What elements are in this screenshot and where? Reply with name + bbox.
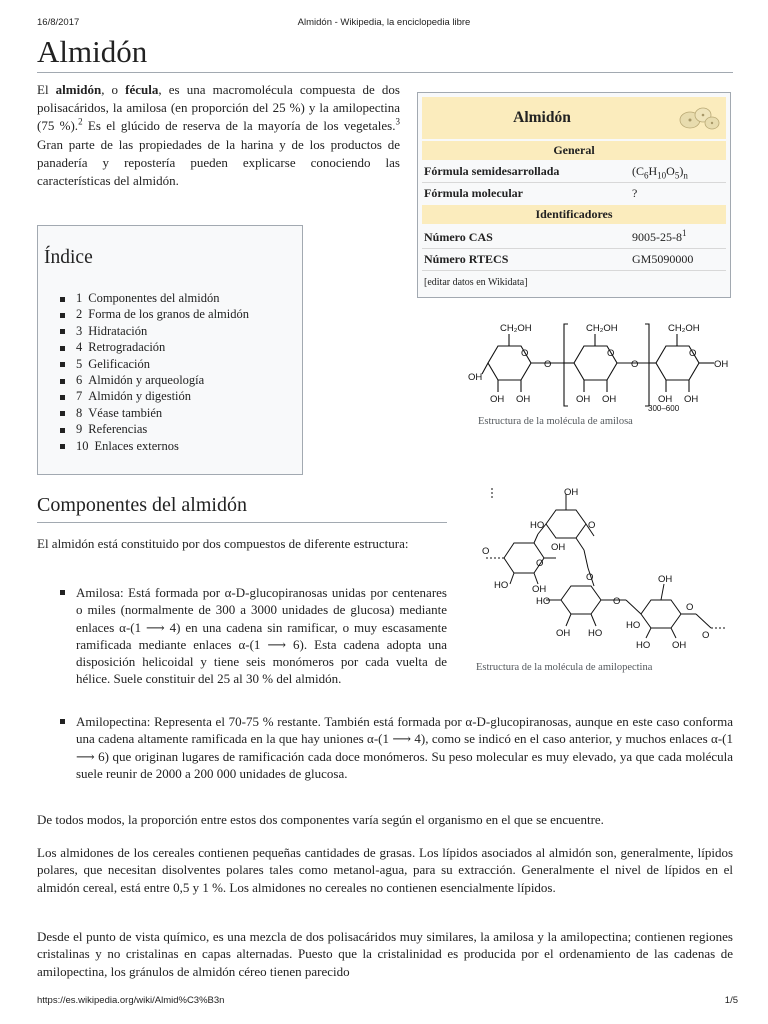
print-page-number: 1/5 (724, 995, 738, 1006)
amylose-label: OH (490, 394, 505, 405)
amylose-label: CH₂OH (586, 323, 618, 334)
infobox-header (422, 97, 726, 139)
infobox-row-formula-molecular: Fórmula molecular ? (424, 186, 638, 200)
amylopectin-label: HO (536, 596, 551, 607)
amylose-label: CH₂OH (668, 323, 700, 334)
amylopectin-label: O (702, 630, 710, 641)
infobox-divider (422, 270, 726, 271)
infobox-section-identificadores: Identificadores (422, 205, 726, 224)
page-title: Almidón (37, 34, 148, 69)
amylose-structure-diagram[interactable] (468, 316, 733, 414)
amylopectin-label: OH (564, 488, 579, 498)
toc-item[interactable]: 1 Componentes del almidón (60, 290, 249, 306)
toc-list (60, 290, 249, 454)
amylose-label: O (521, 348, 529, 359)
print-url: https://es.wikipedia.org/wiki/Almid%C3%B3n (37, 995, 225, 1006)
formula-value: $(C_6H_{10}O_5)_n$ (632, 164, 688, 181)
intro-paragraph: El almidón, o fécula, es una macromolécula compuesta de dos polisacáridos, la amilosa (en proporción del 25 %) y la amilopectina (75 %).$^2$ Es el glúcido de reserva de la mayoría de los vegetales.$^3$ Gran parte de las propiedades de la harina y de los productos de panadería y repostería pueden explicarse conociendo las características del almidón. (37, 82, 400, 189)
term-fecula: fécula (125, 82, 159, 97)
toc-item[interactable]: 2 Forma de los granos de almidón (60, 306, 249, 322)
amylopectin-label: O (588, 520, 596, 531)
amylose-repeat-count: 300–600 (648, 404, 680, 413)
amylose-label: O (689, 348, 697, 359)
toc-title: Índice (44, 247, 93, 268)
section-paragraph: El almidón está constituido por dos compuestos de diferente estructura: (37, 536, 409, 551)
components-list (37, 584, 447, 688)
amylopectin-label: O (586, 572, 594, 583)
print-page-title: Almidón - Wikipedia, la enciclopedia libre (297, 17, 471, 28)
section-heading-componentes: Componentes del almidón (37, 494, 247, 516)
toc-item[interactable]: 5 Gelificación (60, 356, 249, 372)
amylose-label: OH (468, 372, 483, 383)
reference-1[interactable]: 1 (682, 228, 687, 238)
reference-3[interactable]: 3 (395, 117, 400, 128)
amylose-label: O (607, 348, 615, 359)
print-footer (0, 995, 768, 1009)
amylopectin-structure-diagram[interactable] (476, 488, 731, 656)
amylose-label: CH₂OH (500, 323, 532, 334)
amylopectin-label: HO (636, 640, 651, 651)
amylopectin-label: OH (532, 584, 547, 595)
amylose-label: OH (602, 394, 617, 405)
amylopectin-label: HO (626, 620, 641, 631)
table-of-contents (37, 225, 303, 475)
amylopectin-label: O (686, 602, 694, 613)
toc-item[interactable]: 4 Retrogradación (60, 339, 249, 355)
infobox-row-formula-semidesarrollada: Fórmula semidesarrollada $(C_6H_{10}O_5)_n$ (422, 161, 726, 181)
section-paragraph: Los almidones de los cereales contienen pequeñas cantidades de grasas. Los lípidos asociados al almidón son, generalmente, lípidos polares, que necesitan disolventes polares tales como metanol-agua, para su extracción. Generalmente el nivel de lípidos en el almidón cereal, está entre 0,5 y 1 %. Los almidones no cereales no contienen esencialmente lípidos. (37, 845, 733, 895)
amylose-caption: Estructura de la molécula de amilosa (478, 416, 633, 427)
term-almidon: almidón (55, 82, 102, 97)
edit-wikidata-link[interactable]: [editar datos en Wikidata] (424, 277, 528, 288)
amylopectin-label: O (536, 558, 544, 569)
toc-item[interactable]: 10 Enlaces externos (60, 438, 249, 454)
infobox (417, 92, 731, 298)
amylose-label: OH (516, 394, 531, 405)
print-date: 16/8/2017 (37, 17, 80, 28)
reference-2[interactable]: 2 (78, 117, 83, 128)
cas-number-link[interactable]: 9005-25-8 (632, 230, 682, 244)
starch-granules-icon (676, 103, 722, 133)
list-item-amilosa: Amilosa: Está formada por α-D-glucopiranosas unidas por centenares o miles (normalmente de 300 a 3000 unidades de glucosa) mediante enlaces α-(1 ⟶ 4) en una cadena sin ramificar, o muy escasamente ramificada mediante enlaces α-(1 ⟶ 6). Esta cadena adopta una disposición helicoidal y tiene seis monómeros por cada vuelta de hélice. Suele constituir del 25 al 30 % del almidón. (37, 584, 447, 688)
amylopectin-label: HO (588, 628, 603, 639)
amylopectin-label: O (482, 546, 490, 557)
components-list-continued (37, 713, 733, 782)
amylose-label: O (544, 359, 552, 370)
amylopectin-label: HO (494, 580, 509, 591)
amylopectin-label: OH (672, 640, 687, 651)
print-header (0, 17, 768, 31)
amylopectin-label: OH (551, 542, 566, 553)
amylose-label: O (631, 359, 639, 370)
amylose-label: OH (576, 394, 591, 405)
title-divider (37, 72, 733, 73)
amylopectin-label: O (613, 596, 621, 607)
list-item-amilopectina: Amilopectina: Representa el 70-75 % restante. También está formada por α-D-glucopiranosas, aunque en este caso conforma una cadena altamente ramificada en la que hay uniones α-(1 ⟶ 4), como se indicó en el caso anterior, y muchos enlaces α-(1 ⟶ 6) que originan lugares de ramificación cada doce monómeros. Su peso molecular es muy elevado, ya que cada molécula suele reunir de 2000 a 200 000 unidades de glucosa. (37, 713, 733, 782)
toc-item[interactable]: 9 Referencias (60, 421, 249, 437)
amylose-label: OH (684, 394, 699, 405)
infobox-title: Almidón (513, 109, 571, 126)
section-divider (37, 522, 447, 523)
amylose-label: OH (658, 394, 673, 405)
amylopectin-label: OH (556, 628, 571, 639)
infobox-section-general: General (422, 141, 726, 160)
toc-item[interactable]: 3 Hidratación (60, 323, 249, 339)
section-paragraph: De todos modos, la proporción entre estos dos componentes varía según el organismo en el que se encuentre. (37, 812, 604, 827)
toc-item[interactable]: 6 Almidón y arqueología (60, 372, 249, 388)
amylose-label: OH (714, 359, 729, 370)
amylopectin-label: HO (530, 520, 545, 531)
section-paragraph: Desde el punto de vista químico, es una mezcla de dos polisacáridos muy similares, la amilosa y la amilopectina; contienen regiones cristalinas y no cristalinas en capas alternadas. Puesto que la cristalinidad es producida por el ordenamiento de las cadenas de amilopectina, los gránulos de almidón céreo tienen parecido (37, 929, 733, 979)
amylopectin-caption: Estructura de la molécula de amilopectina (476, 662, 653, 673)
infobox-row-rtecs: Número RTECS GM5090000 (424, 252, 694, 266)
amylopectin-label: OH (658, 574, 673, 585)
toc-item[interactable]: 7 Almidón y digestión (60, 388, 249, 404)
toc-item[interactable]: 8 Véase también (60, 405, 249, 421)
infobox-row-cas: Número CAS $9005-25-8^1$ (424, 228, 687, 244)
